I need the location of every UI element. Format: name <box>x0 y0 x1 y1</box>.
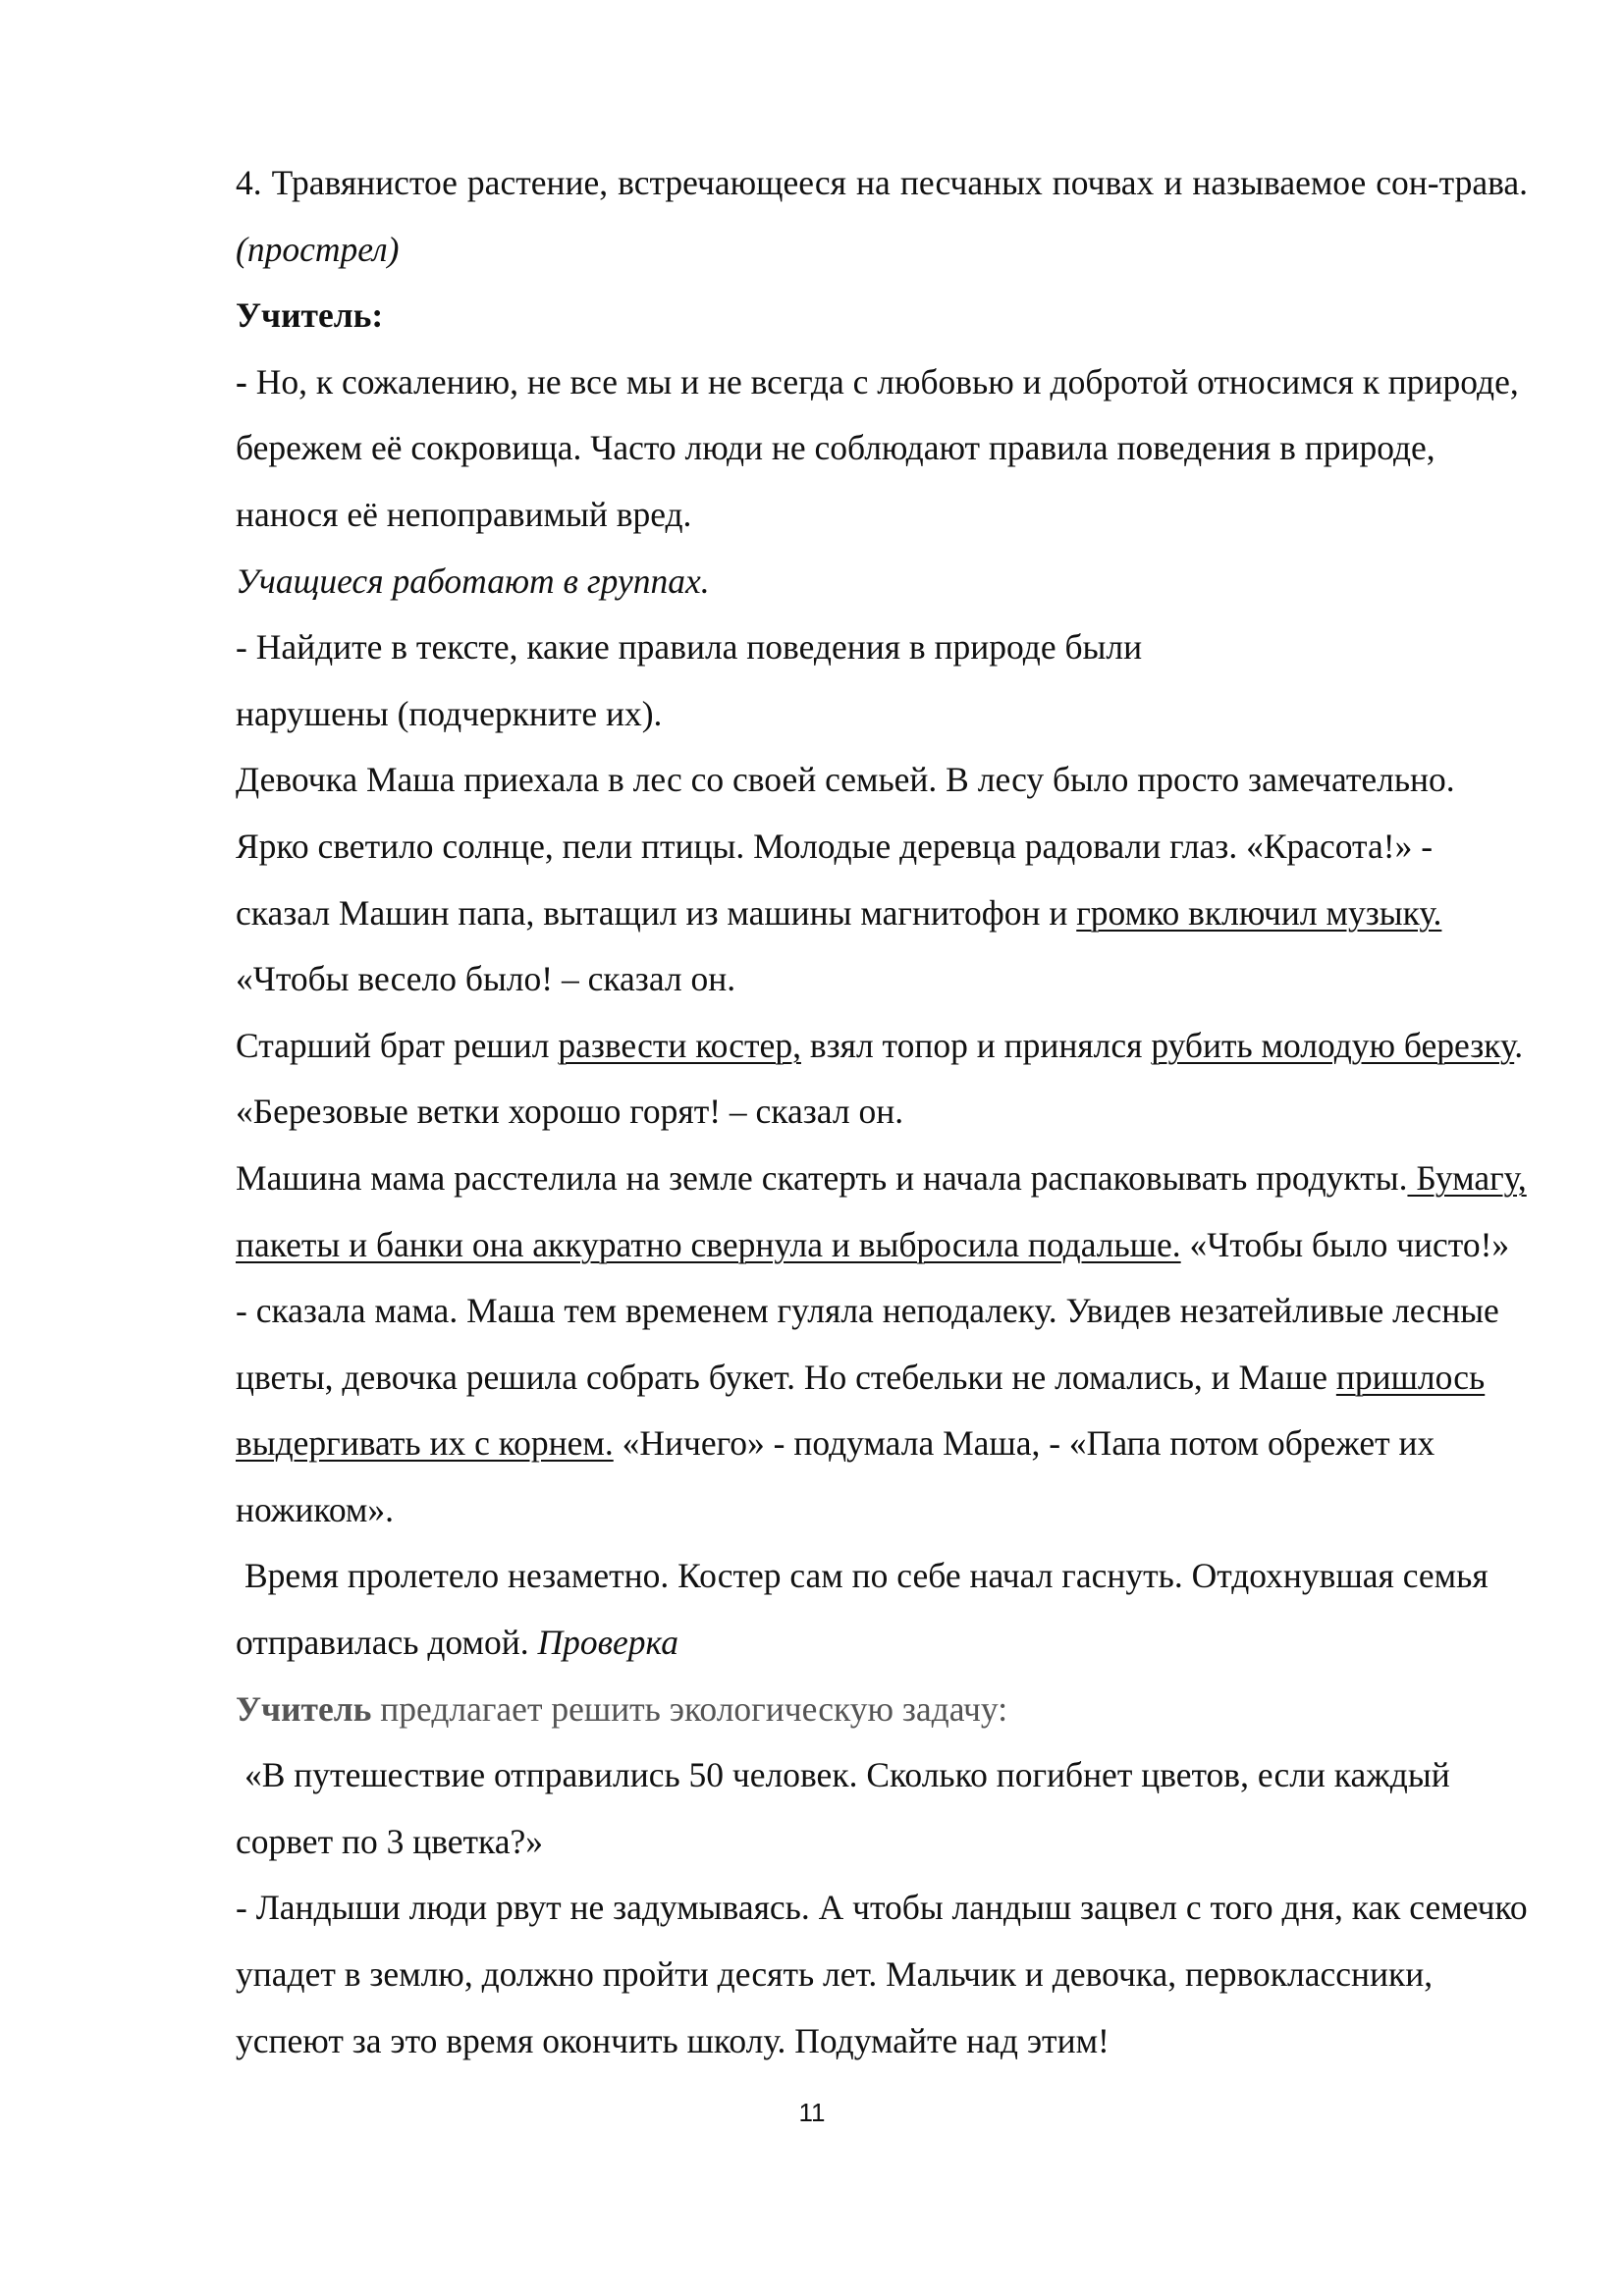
teacher-task-label: Учитель <box>236 1688 372 1729</box>
story-text-5: . «Березовые ветки хорошо горят! – сказал он. <box>236 1025 1524 1132</box>
final-paragraph: - Ландыши люди рвут не задумываясь. А чтобы ландыш зацвел с того дня, как семечко упадет в землю, должно пройти десять лет. Мальчик и девочка, первоклассники, успеют за это время окончить школу. Подумайте над этим! <box>236 1888 1528 2060</box>
story-paragraph-4 <box>236 1543 1528 1676</box>
story-paragraph-1 <box>236 747 1528 1012</box>
check-label: Проверка <box>537 1623 678 1663</box>
question-4-text: 4. Травянистое растение, встречающееся на песчаных почвах и называемое сон-трава. <box>236 163 1528 202</box>
underlined-violation-litter: Бумагу, пакеты и банки она аккуратно свернула и выбросила подальше. <box>236 1157 1527 1264</box>
eco-problem <box>236 1742 1528 1875</box>
underlined-violation-flowers: пришлось выдергивать их с корнем. <box>236 1357 1486 1464</box>
task-text: - Найдите в тексте, какие правила поведения в природе были нарушены (подчеркните их). <box>236 627 1143 733</box>
page-body <box>236 150 1528 2074</box>
group-work-instruction: Учащиеся работают в группах. <box>236 561 710 601</box>
story-text-4: взял топор и принялся <box>800 1025 1152 1065</box>
story-text-3: Старший брат решил <box>236 1025 559 1065</box>
story-text-8: «Ничего» - подумала Маша, - «Папа потом обрежет их ножиком». <box>236 1423 1435 1529</box>
eco-problem-text: «В путешествие отправились 50 человек. Сколько погибнет цветов, если каждый сорвет по 3 цветка?» <box>236 1755 1450 1861</box>
story-text-2: «Чтобы весело было! – сказал он. <box>236 959 736 999</box>
story-text-9: Время пролетело незаметно. Костер сам по себе начал гаснуть. Отдохнувшая семья отправилась домой. <box>236 1556 1489 1663</box>
story-paragraph-2 <box>236 1013 1528 1146</box>
question-4-answer: (прострел) <box>236 229 400 269</box>
story-paragraph-3 <box>236 1146 1528 1544</box>
underlined-violation-fire: развести костер, <box>558 1025 801 1065</box>
teacher-task-text: предлагает решить экологическую задачу: <box>371 1688 1008 1729</box>
question-4 <box>236 150 1528 283</box>
story-text-1: Девочка Маша приехала в лес со своей семьей. В лесу было просто замечательно. Ярко светило солнце, пели птицы. Молодые деревца радовали глаз. «Красота!» - сказал Машин папа, вытащил из машины магнитофон и <box>236 760 1455 933</box>
story-text-7: «Чтобы было чисто!» - сказала мама. Маша тем временем гуляла неподалеку. Увидев незатейливые лесные цветы, девочка решила собрать букет. Но стебельки не ломались, и Маше <box>236 1224 1510 1397</box>
teacher-paragraph-dash: - <box>236 361 247 401</box>
page-number: 11 <box>798 2098 826 2127</box>
teacher-task-intro <box>236 1677 1528 1743</box>
story-text-6: Машина мама расстелила на земле скатерть и начала распаковывать продукты. <box>236 1157 1408 1198</box>
teacher-paragraph <box>236 349 1528 549</box>
teacher-paragraph-text: Но, к сожалению, не все мы и не всегда с любовью и добротой относимся к природе, бережем её сокровища. Часто люди не соблюдают правила поведения в природе, нанося её непоправимый вред. <box>236 361 1519 534</box>
underlined-violation-birch: рубить молодую березку <box>1151 1025 1515 1065</box>
underlined-violation-music: громко включил музыку. <box>1076 892 1442 933</box>
teacher-heading: Учитель: <box>236 295 384 336</box>
